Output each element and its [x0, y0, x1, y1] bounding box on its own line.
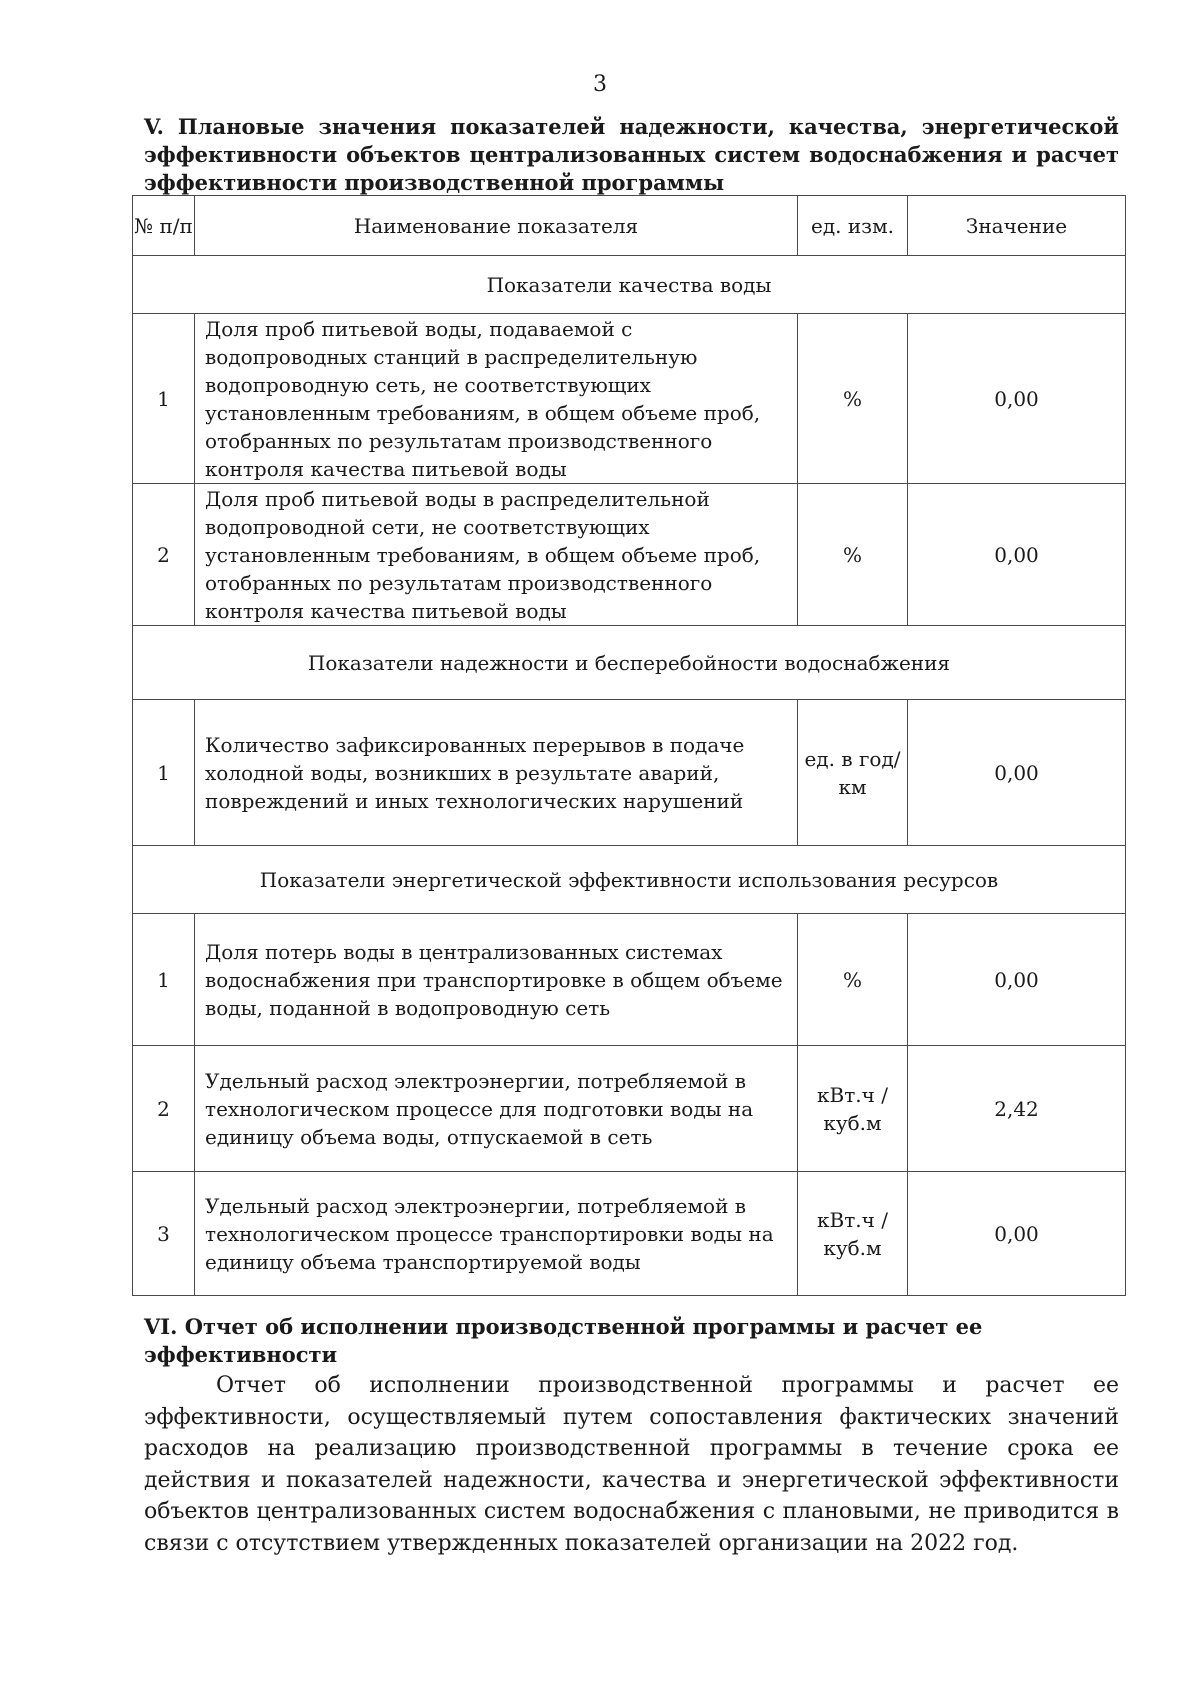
- group-title: Показатели надежности и бесперебойности водоснабжения: [133, 626, 1126, 700]
- row-value: 0,00: [908, 314, 1126, 484]
- row-indicator-name: Доля проб питьевой воды, подаваемой с водопроводных станций в распределительную водопроводную сеть, не соответствующих установленным требованиям, в общем объеме проб, отобранных по результатам производственного контроля качества питьевой воды: [195, 314, 798, 484]
- row-indicator-name: Доля проб питьевой воды в распределительной водопроводной сети, не соответствующих установленным требованиям, в общем объеме проб, отобранных по результатам производственного контроля качества питьевой воды: [195, 484, 798, 626]
- row-unit: кВт.ч / куб.м: [798, 1046, 908, 1172]
- row-indicator-name: Удельный расход электроэнергии, потребляемой в технологическом процессе транспортировки воды на единицу объема транспортируемой воды: [195, 1172, 798, 1296]
- row-num: 3: [133, 1172, 195, 1296]
- table-row: [133, 1172, 1126, 1296]
- indicators-table: [132, 195, 1126, 1296]
- header-num: № п/п: [133, 196, 195, 256]
- table-row: [133, 314, 1126, 484]
- row-indicator-name: Доля потерь воды в централизованных системах водоснабжения при транспортировке в общем объеме воды, поданной в водопроводную сеть: [195, 914, 798, 1046]
- row-value: 0,00: [908, 914, 1126, 1046]
- row-unit: ед. в год/ км: [798, 700, 908, 846]
- group-row-water-quality: [133, 256, 1126, 314]
- group-title: Показатели качества воды: [133, 256, 1126, 314]
- row-num: 1: [133, 314, 195, 484]
- row-num: 1: [133, 700, 195, 846]
- row-unit: %: [798, 314, 908, 484]
- row-value: 2,42: [908, 1046, 1126, 1172]
- header-value: Значение: [908, 196, 1126, 256]
- table-row: [133, 1046, 1126, 1172]
- table-header-row: [133, 196, 1126, 256]
- table-row: [133, 914, 1126, 1046]
- row-unit: кВт.ч / куб.м: [798, 1172, 908, 1296]
- section-5-heading: V. Плановые значения показателей надежности, качества, энергетической эффективности объектов централизованных систем водоснабжения и расчет эффективности производственной программы: [144, 114, 1119, 195]
- table-row: [133, 484, 1126, 626]
- row-indicator-name: Количество зафиксированных перерывов в подаче холодной воды, возникших в результате аварий, повреждений и иных технологических нарушений: [195, 700, 798, 846]
- group-row-energy-efficiency: [133, 846, 1126, 914]
- row-num: 1: [133, 914, 195, 1046]
- row-value: 0,00: [908, 484, 1126, 626]
- group-row-reliability: [133, 626, 1126, 700]
- table-row: [133, 700, 1126, 846]
- header-name: Наименование показателя: [195, 196, 798, 256]
- row-value: 0,00: [908, 1172, 1126, 1296]
- section-6-heading: VI. Отчет об исполнении производственной программы и расчет ее эффективности: [144, 1314, 983, 1367]
- row-unit: %: [798, 914, 908, 1046]
- row-value: 0,00: [908, 700, 1126, 846]
- row-num: 2: [133, 484, 195, 626]
- report-paragraph: Отчет об исполнении производственной программы и расчет ее эффективности, осуществляемый путем сопоставления фактических значений расходов на реализацию производственной программы в течение срока ее действия и показателей надежности, качества и энергетической эффективности объектов централизованных систем водоснабжения с плановыми, не приводится в связи с отсутствием утвержденных показателей организации на 2022 год.: [144, 1373, 1119, 1556]
- page-number: 3: [593, 72, 607, 97]
- header-unit: ед. изм.: [798, 196, 908, 256]
- group-title: Показатели энергетической эффективности использования ресурсов: [133, 846, 1126, 914]
- row-unit: %: [798, 484, 908, 626]
- row-num: 2: [133, 1046, 195, 1172]
- row-indicator-name: Удельный расход электроэнергии, потребляемой в технологическом процессе для подготовки воды на единицу объема воды, отпускаемой в сеть: [195, 1046, 798, 1172]
